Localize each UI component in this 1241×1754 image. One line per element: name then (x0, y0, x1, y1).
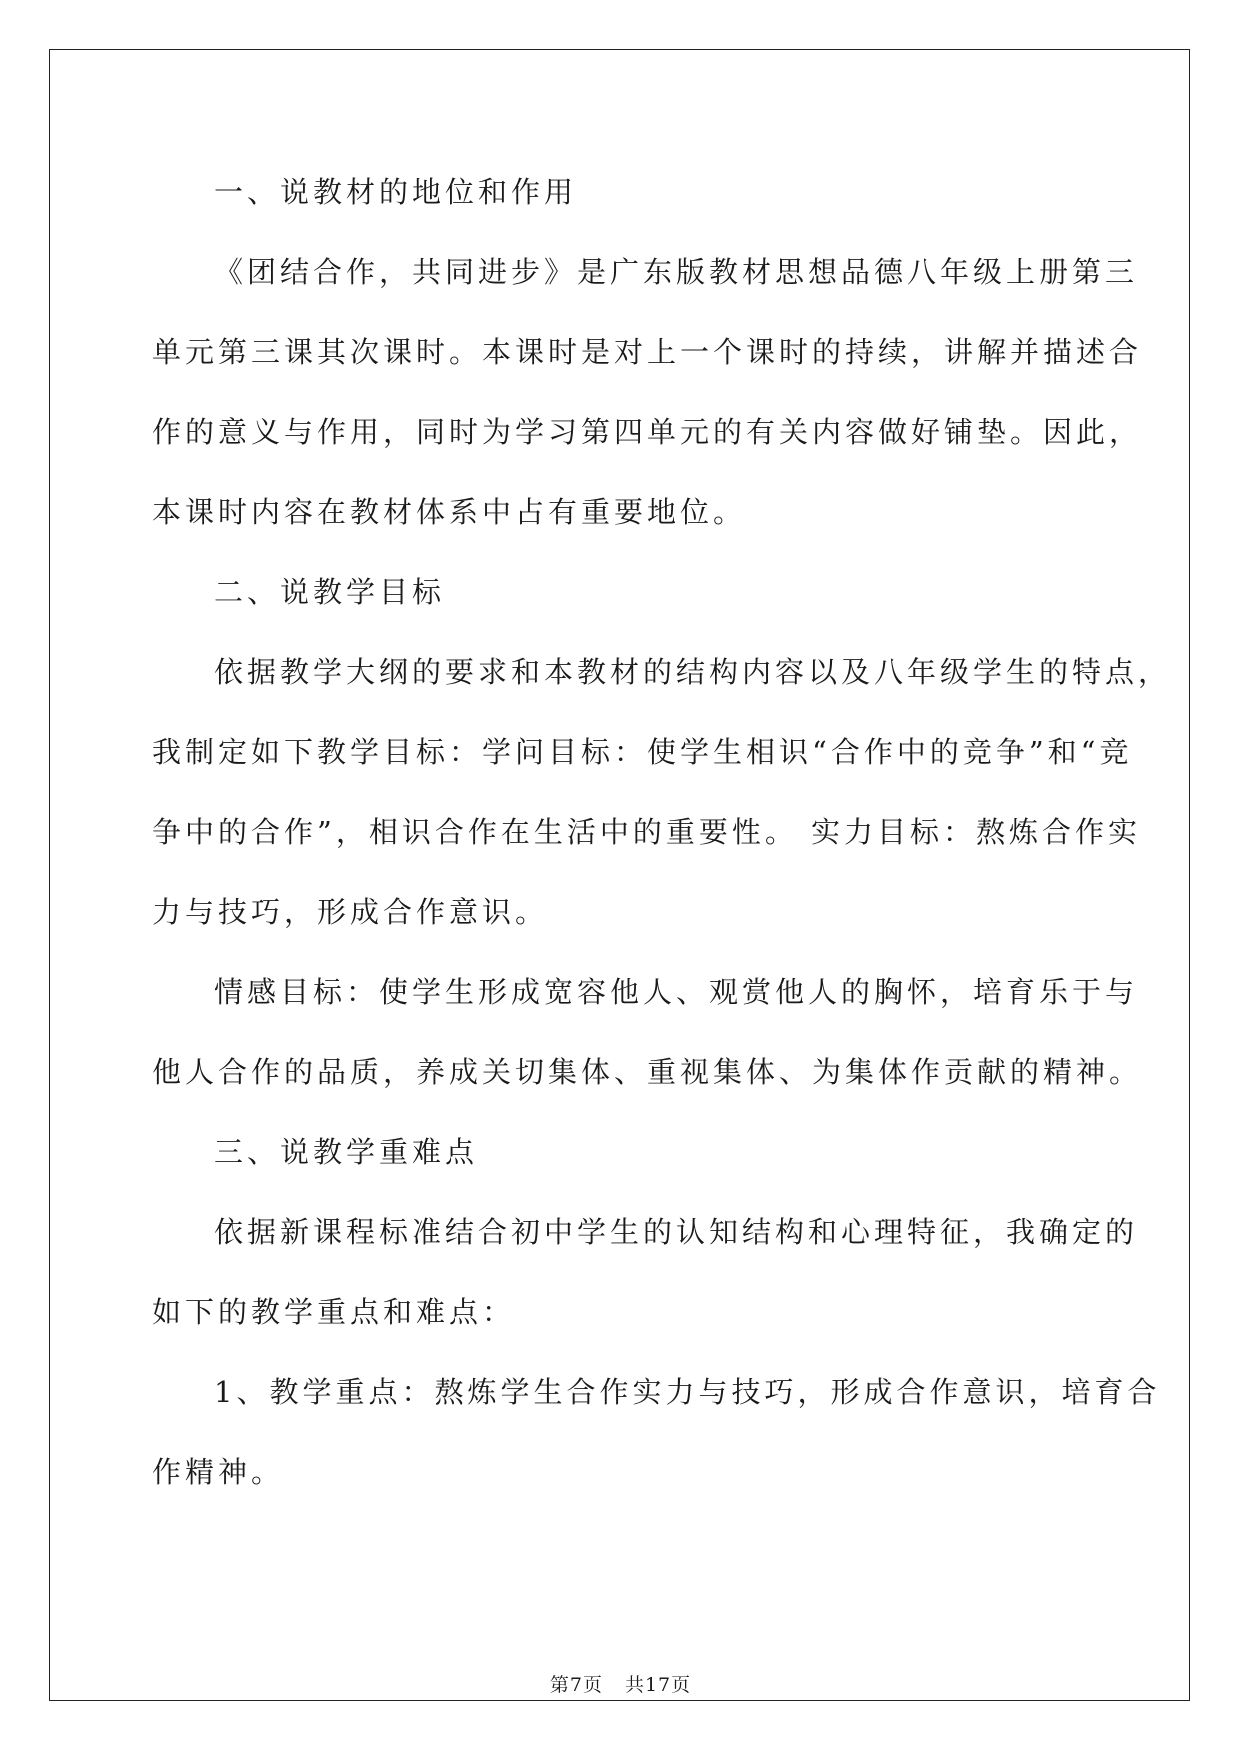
paragraph-line: 作精神。 (152, 1455, 285, 1489)
paragraph-line: 作的意义与作用，同时为学习第四单元的有关内容做好铺垫。因此， (152, 415, 1143, 449)
page-number-total: 共17页 (624, 1674, 692, 1696)
paragraph-line: 情感目标：使学生形成宽容他人、观赏他人的胸怀，培育乐于与 (214, 975, 1139, 1009)
page-footer (0, 1673, 1241, 1697)
paragraph-line: 《团结合作，共同进步》是广东版教材思想品德八年级上册第三 (214, 255, 1139, 289)
section-heading-2: 二、说教学目标 (214, 575, 446, 609)
paragraph-line: 依据教学大纲的要求和本教材的结构内容以及八年级学生的特点， (214, 655, 1172, 689)
paragraph-line: 如下的教学重点和难点： (152, 1295, 516, 1329)
paragraph-line: 争中的合作”，相识合作在生活中的重要性。 实力目标：熬炼合作实 (152, 815, 1142, 849)
paragraph-line: 依据新课程标准结合初中学生的认知结构和心理特征，我确定的 (214, 1215, 1139, 1249)
paragraph-line: 力与技巧，形成合作意识。 (152, 895, 549, 929)
paragraph-line: 1、教学重点：熬炼学生合作实力与技巧，形成合作意识，培育合 (214, 1375, 1161, 1409)
section-heading-3: 三、说教学重难点 (214, 1135, 479, 1169)
page-number-current: 第7页 (549, 1674, 603, 1696)
section-heading-1: 一、说教材的地位和作用 (214, 175, 578, 209)
paragraph-line: 我制定如下教学目标：学问目标：使学生相识“合作中的竞争”和“竞 (152, 735, 1133, 769)
paragraph-line: 他人合作的品质，养成关切集体、重视集体、为集体作贡献的精神。 (152, 1055, 1143, 1089)
paragraph-line: 本课时内容在教材体系中占有重要地位。 (152, 495, 747, 529)
paragraph-line: 单元第三课其次课时。本课时是对上一个课时的持续，讲解并描述合 (152, 335, 1143, 369)
